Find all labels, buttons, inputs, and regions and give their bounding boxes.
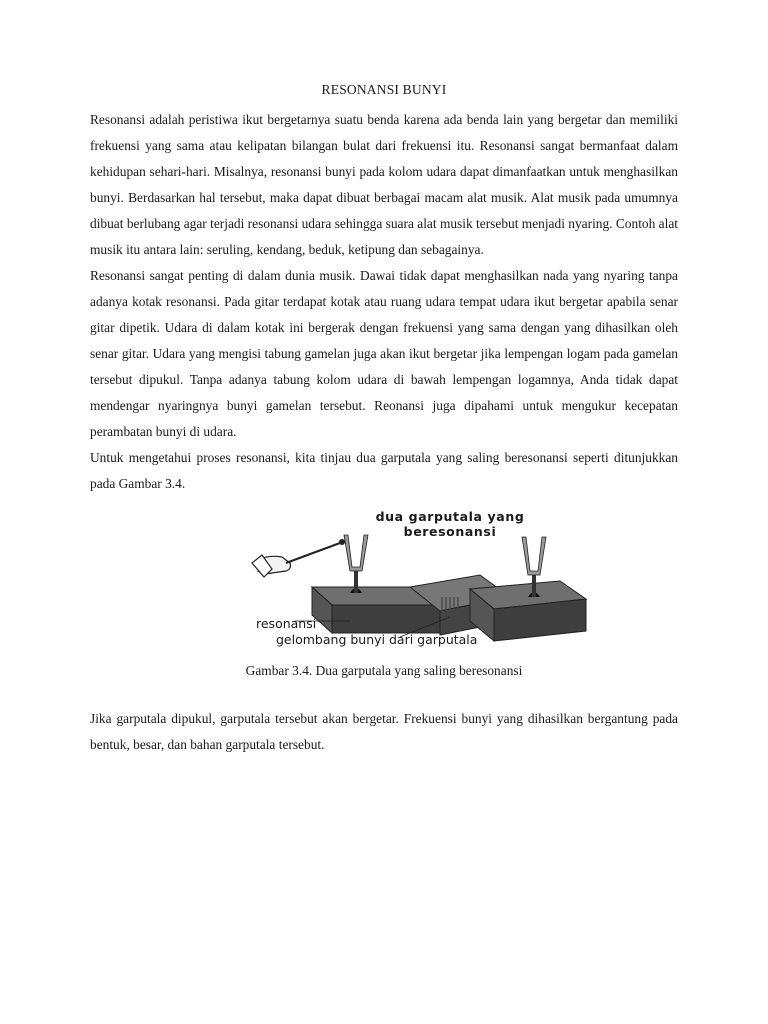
document-page (90, 82, 678, 758)
figure-title-line1: dua garputala yang (375, 509, 525, 524)
paragraph-1: Resonansi adalah peristiwa ikut bergetarnya suatu benda karena ada benda lain yang bergetar dan memiliki frekuensi yang sama atau kelipatan bilangan bulat dari frekuensi itu. Resonansi sangat bermanfaat dalam kehidupan sehari-hari. Misalnya, resonansi bunyi pada kolom udara dapat dimanfaatkan untuk menghasilkan bunyi. Berdasarkan hal tersebut, maka dapat dibuat berbagai macam alat musik. Alat musik pada umumnya dibuat berlubang agar terjadi resonansi udara sehingga suara alat musik tersebut menjadi nyaring. Contoh alat musik itu antara lain: seruling, kendang, beduk, ketipung dan sebagainya. (90, 112, 678, 257)
paragraph-3: Untuk mengetahui proses resonansi, kita tinjau dua garputala yang saling beresonansi seperti ditunjukkan pada Gambar 3.4. (90, 450, 678, 491)
mallet-stick (286, 543, 340, 563)
right-fork-prongs (522, 537, 546, 575)
label-resonansi: resonansi (256, 616, 317, 631)
figure-title-line2: beresonansi (403, 524, 497, 539)
right-fork-stem (532, 575, 536, 597)
label-gelombang: gelombang bunyi dari garputala (276, 632, 478, 647)
mallet-head (339, 539, 345, 545)
paragraph-2: Resonansi sangat penting di dalam dunia musik. Dawai tidak dapat menghasilkan nada yang nyaring tanpa adanya kotak resonansi. Pada gitar terdapat kotak atau ruang udara tempat udara ikut bergetar apabila senar gitar dipetik. Udara di dalam kotak ini bergerak dengan frekuensi yang sama dengan yang dihasilkan oleh senar gitar. Udara yang mengisi tabung gamelan juga akan ikut bergetar jika lempengan logam pada gamelan tersebut dipukul. Tanpa adanya tabung kolom udara di bawah lempengan logamnya, Anda tidak dapat mendengar nyaringnya bunyi gamelan tersebut. Reonansi juga dipahami untuk mengukur kecepatan perambatan bunyi di udara. (90, 268, 678, 439)
left-box-front (332, 605, 440, 633)
closing-paragraph: Jika garputala dipukul, garputala tersebut akan bergetar. Frekuensi bunyi yang dihasilkan bergantung pada bentuk, besar, dan bahan garputala tersebut. (90, 711, 678, 752)
left-fork-stem (354, 571, 358, 593)
figure-title (360, 509, 540, 539)
left-fork-prongs (344, 535, 368, 571)
document-title: RESONANSI BUNYI (321, 82, 447, 97)
figure-caption: Gambar 3.4. Dua garputala yang saling beresonansi (245, 663, 523, 678)
figure-tuning-forks (90, 501, 678, 656)
